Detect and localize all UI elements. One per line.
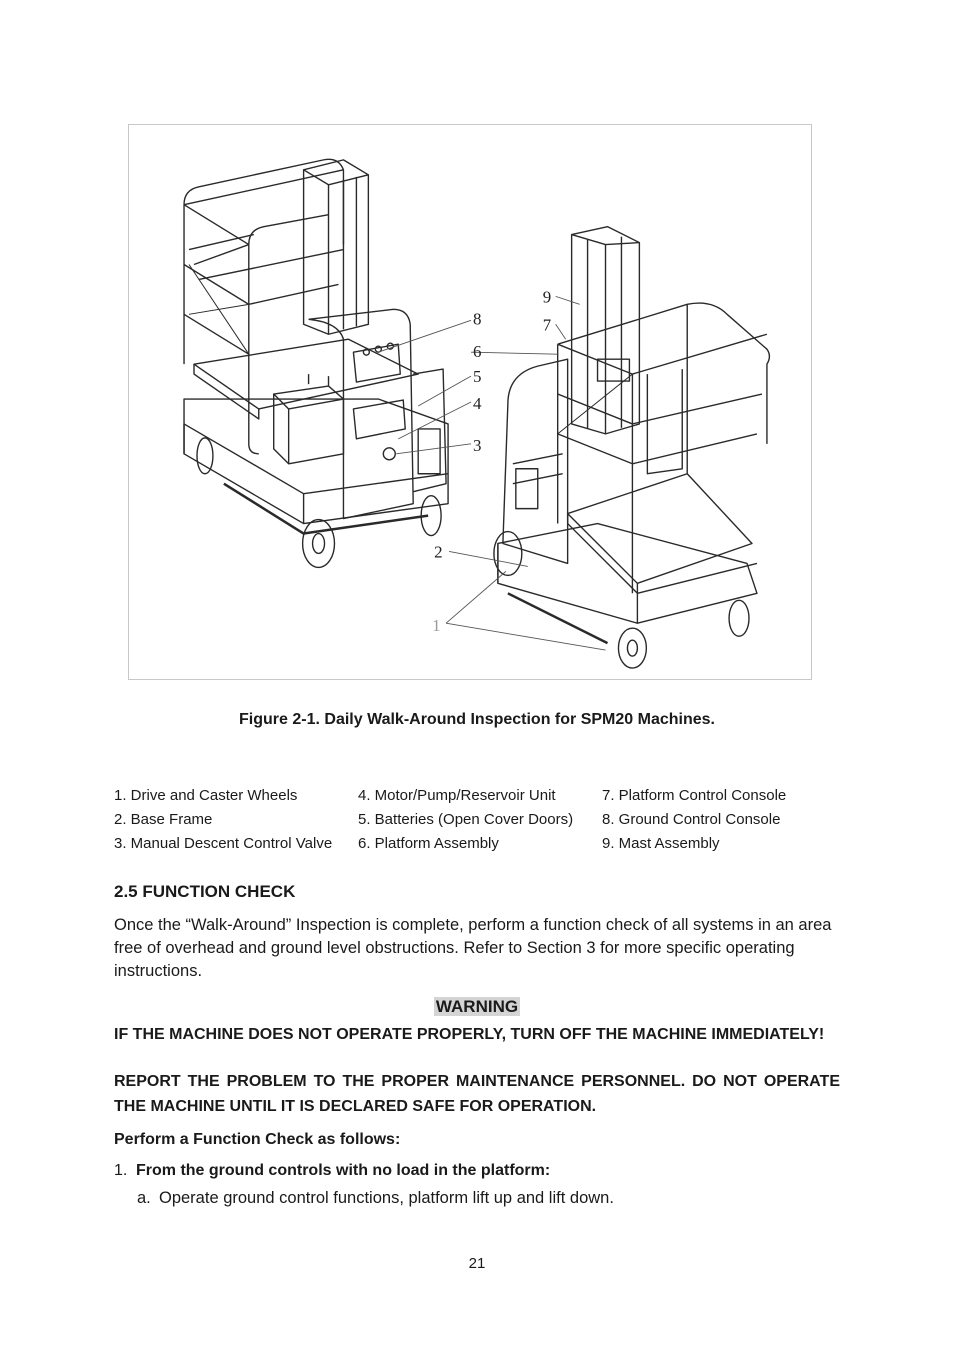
- legend-item: 9. Mast Assembly: [602, 835, 720, 852]
- step-1a-letter: a.: [137, 1189, 151, 1207]
- figure-caption: Figure 2-1. Daily Walk-Around Inspection for SPM20 Machines.: [239, 711, 715, 728]
- page-number: 21: [468, 1255, 486, 1272]
- intro-paragraph: Once the “Walk-Around” Inspection is complete, perform a function check of all systems in an area free of overhead and ground level obstructions. Refer to Section 3 for more specific operating instructions.: [114, 916, 832, 980]
- legend-item: 3. Manual Descent Control Valve: [114, 835, 333, 852]
- right-guard-rail: [558, 303, 770, 444]
- figure-legend: [114, 787, 854, 853]
- left-mast: [304, 160, 369, 334]
- section-heading: 2.5 FUNCTION CHECK: [114, 882, 296, 901]
- step-1a-text: Operate ground control functions, platform lift up and lift down.: [159, 1189, 614, 1207]
- step-1: [114, 1162, 550, 1180]
- legend-item: 4. Motor/Pump/Reservoir Unit: [358, 787, 556, 804]
- callout-7: 7: [542, 315, 552, 335]
- left-guard-rail: [184, 159, 343, 244]
- legend-item: 1. Drive and Caster Wheels: [114, 787, 298, 804]
- callout-2: 2: [434, 542, 443, 562]
- warning-text-2: REPORT THE PROBLEM TO THE PROPER MAINTENANCE PERSONNEL. DO NOT OPERATE THE MACHINE UNTIL IT IS DECLARED SAFE FOR OPERATION.: [114, 1073, 840, 1115]
- callout-3: 3: [472, 435, 482, 455]
- step-1-number: 1.: [114, 1162, 128, 1179]
- legend-item: 2. Base Frame: [114, 811, 213, 828]
- legend-item: 6. Platform Assembly: [358, 835, 499, 852]
- left-front-wheel: [303, 520, 335, 568]
- callout-9: 9: [542, 287, 552, 307]
- ground-control-box: [309, 309, 414, 518]
- step-1a: [137, 1189, 614, 1208]
- figure-frame: [128, 124, 812, 680]
- warning-heading: [0, 997, 954, 1017]
- callout-1: 1: [432, 616, 441, 636]
- callout-8: 8: [472, 309, 482, 329]
- callout-4: 4: [472, 393, 482, 413]
- legend-item: 7. Platform Control Console: [602, 787, 787, 804]
- legend-item: 8. Ground Control Console: [602, 811, 781, 828]
- callout-5: 5: [472, 367, 482, 387]
- callout-6: 6: [472, 342, 482, 362]
- machine-illustration: [129, 125, 811, 679]
- legend-item: 5. Batteries (Open Cover Doors): [358, 811, 574, 828]
- warning-label: WARNING: [435, 997, 519, 1016]
- right-platform-floor: [568, 474, 752, 584]
- right-front-wheel: [618, 628, 646, 668]
- warning-text-1: IF THE MACHINE DOES NOT OPERATE PROPERLY, TURN OFF THE MACHINE IMMEDIATELY!: [114, 1026, 825, 1043]
- function-check-intro: Perform a Function Check as follows:: [114, 1131, 401, 1148]
- step-1-text: From the ground controls with no load in the platform:: [136, 1162, 551, 1179]
- left-rear-wheel: [197, 438, 213, 474]
